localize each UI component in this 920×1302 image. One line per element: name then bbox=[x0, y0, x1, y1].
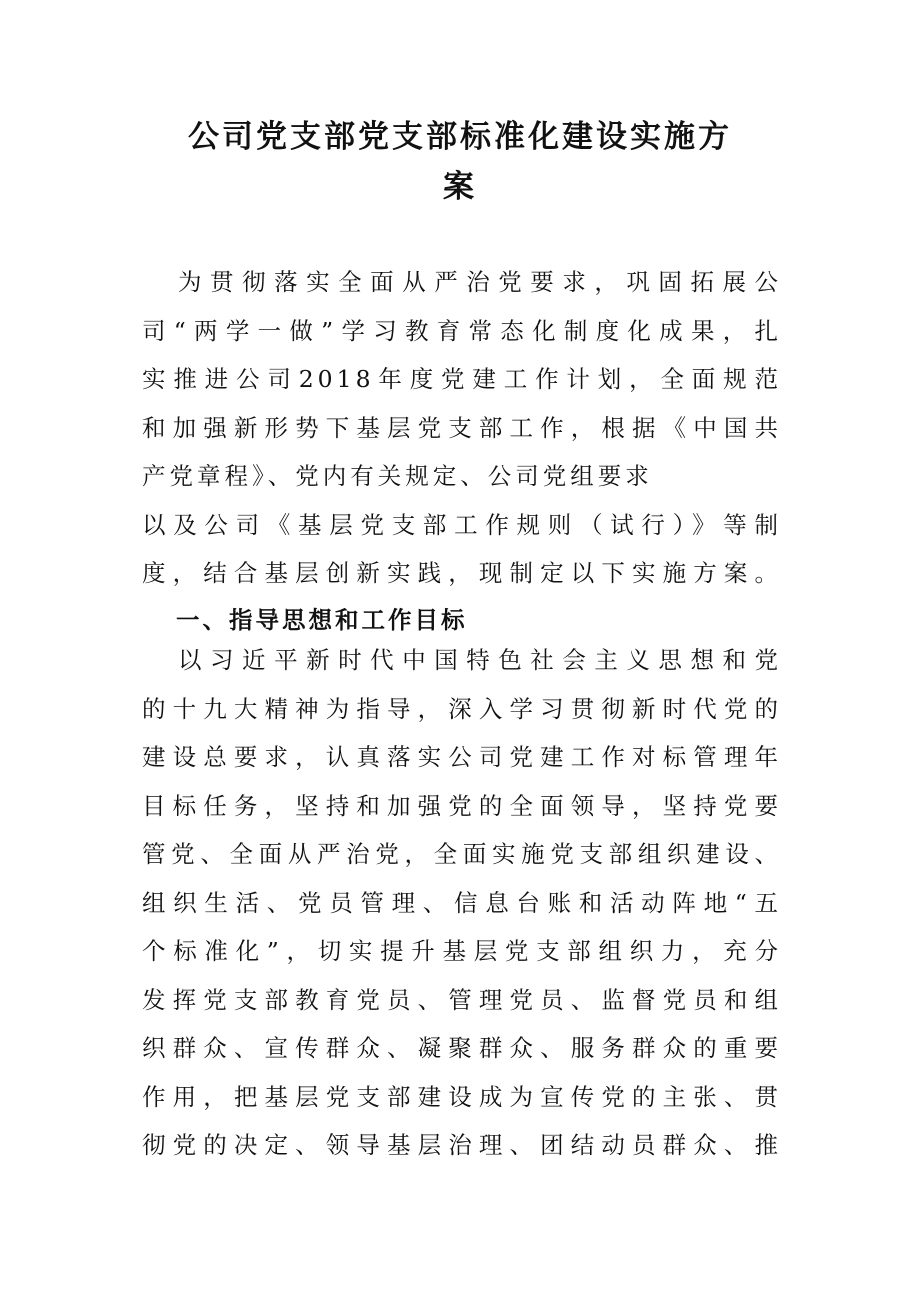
text-line: 以及公司《基层党支部工作规则（试行）》等制 bbox=[142, 510, 782, 539]
intro-paragraph bbox=[142, 258, 782, 598]
document-title bbox=[130, 112, 790, 212]
text-line: 以习近平新时代中国特色社会主义思想和党 bbox=[178, 646, 782, 674]
text-line: 产党章程》、党内有关规定、公司党组要求 bbox=[142, 462, 653, 490]
text-line: 度，结合基层创新实践，现制定以下实施方案。 bbox=[142, 559, 782, 587]
section-paragraph bbox=[142, 636, 782, 1170]
text-line: 和加强新形势下基层党支部工作，根据《中国共 bbox=[142, 413, 782, 442]
text-line: 作用，把基层党支部建设成为宣传党的主张、贯 bbox=[142, 1082, 782, 1111]
text-line: 目标任务，坚持和加强党的全面领导，坚持党要 bbox=[142, 791, 782, 820]
text-line: 管党、全面从严治党，全面实施党支部组织建设、 bbox=[142, 840, 782, 868]
text-line: 组织生活、党员管理、信息台账和活动阵地“五 bbox=[142, 888, 782, 917]
text-line: 织群众、宣传群众、凝聚群众、服务群众的重要 bbox=[142, 1034, 782, 1062]
text-line: 个标准化”，切实提升基层党支部组织力，充分 bbox=[142, 937, 782, 965]
text-line: 司“两学一做”学习教育常态化制度化成果，扎 bbox=[142, 316, 782, 345]
text-line: 实推进公司2018年度党建工作计划，全面规范 bbox=[142, 365, 782, 393]
text-line: 的十九大精神为指导，深入学习贯彻新时代党的 bbox=[142, 694, 782, 723]
text-line: 为贯彻落实全面从严治党要求，巩固拓展公 bbox=[178, 268, 782, 296]
text-line: 发挥党支部教育党员、管理党员、监督党员和组 bbox=[142, 985, 782, 1014]
text-line: 建设总要求，认真落实公司党建工作对标管理年 bbox=[142, 743, 782, 771]
title-line-1: 公司党支部党支部标准化建设实施方 bbox=[188, 119, 732, 155]
text-line: 彻党的决定、领导基层治理、团结动员群众、推 bbox=[142, 1131, 782, 1159]
title-line-2: 案 bbox=[443, 169, 477, 205]
section-heading: 一、指导思想和工作目标 bbox=[176, 606, 468, 634]
